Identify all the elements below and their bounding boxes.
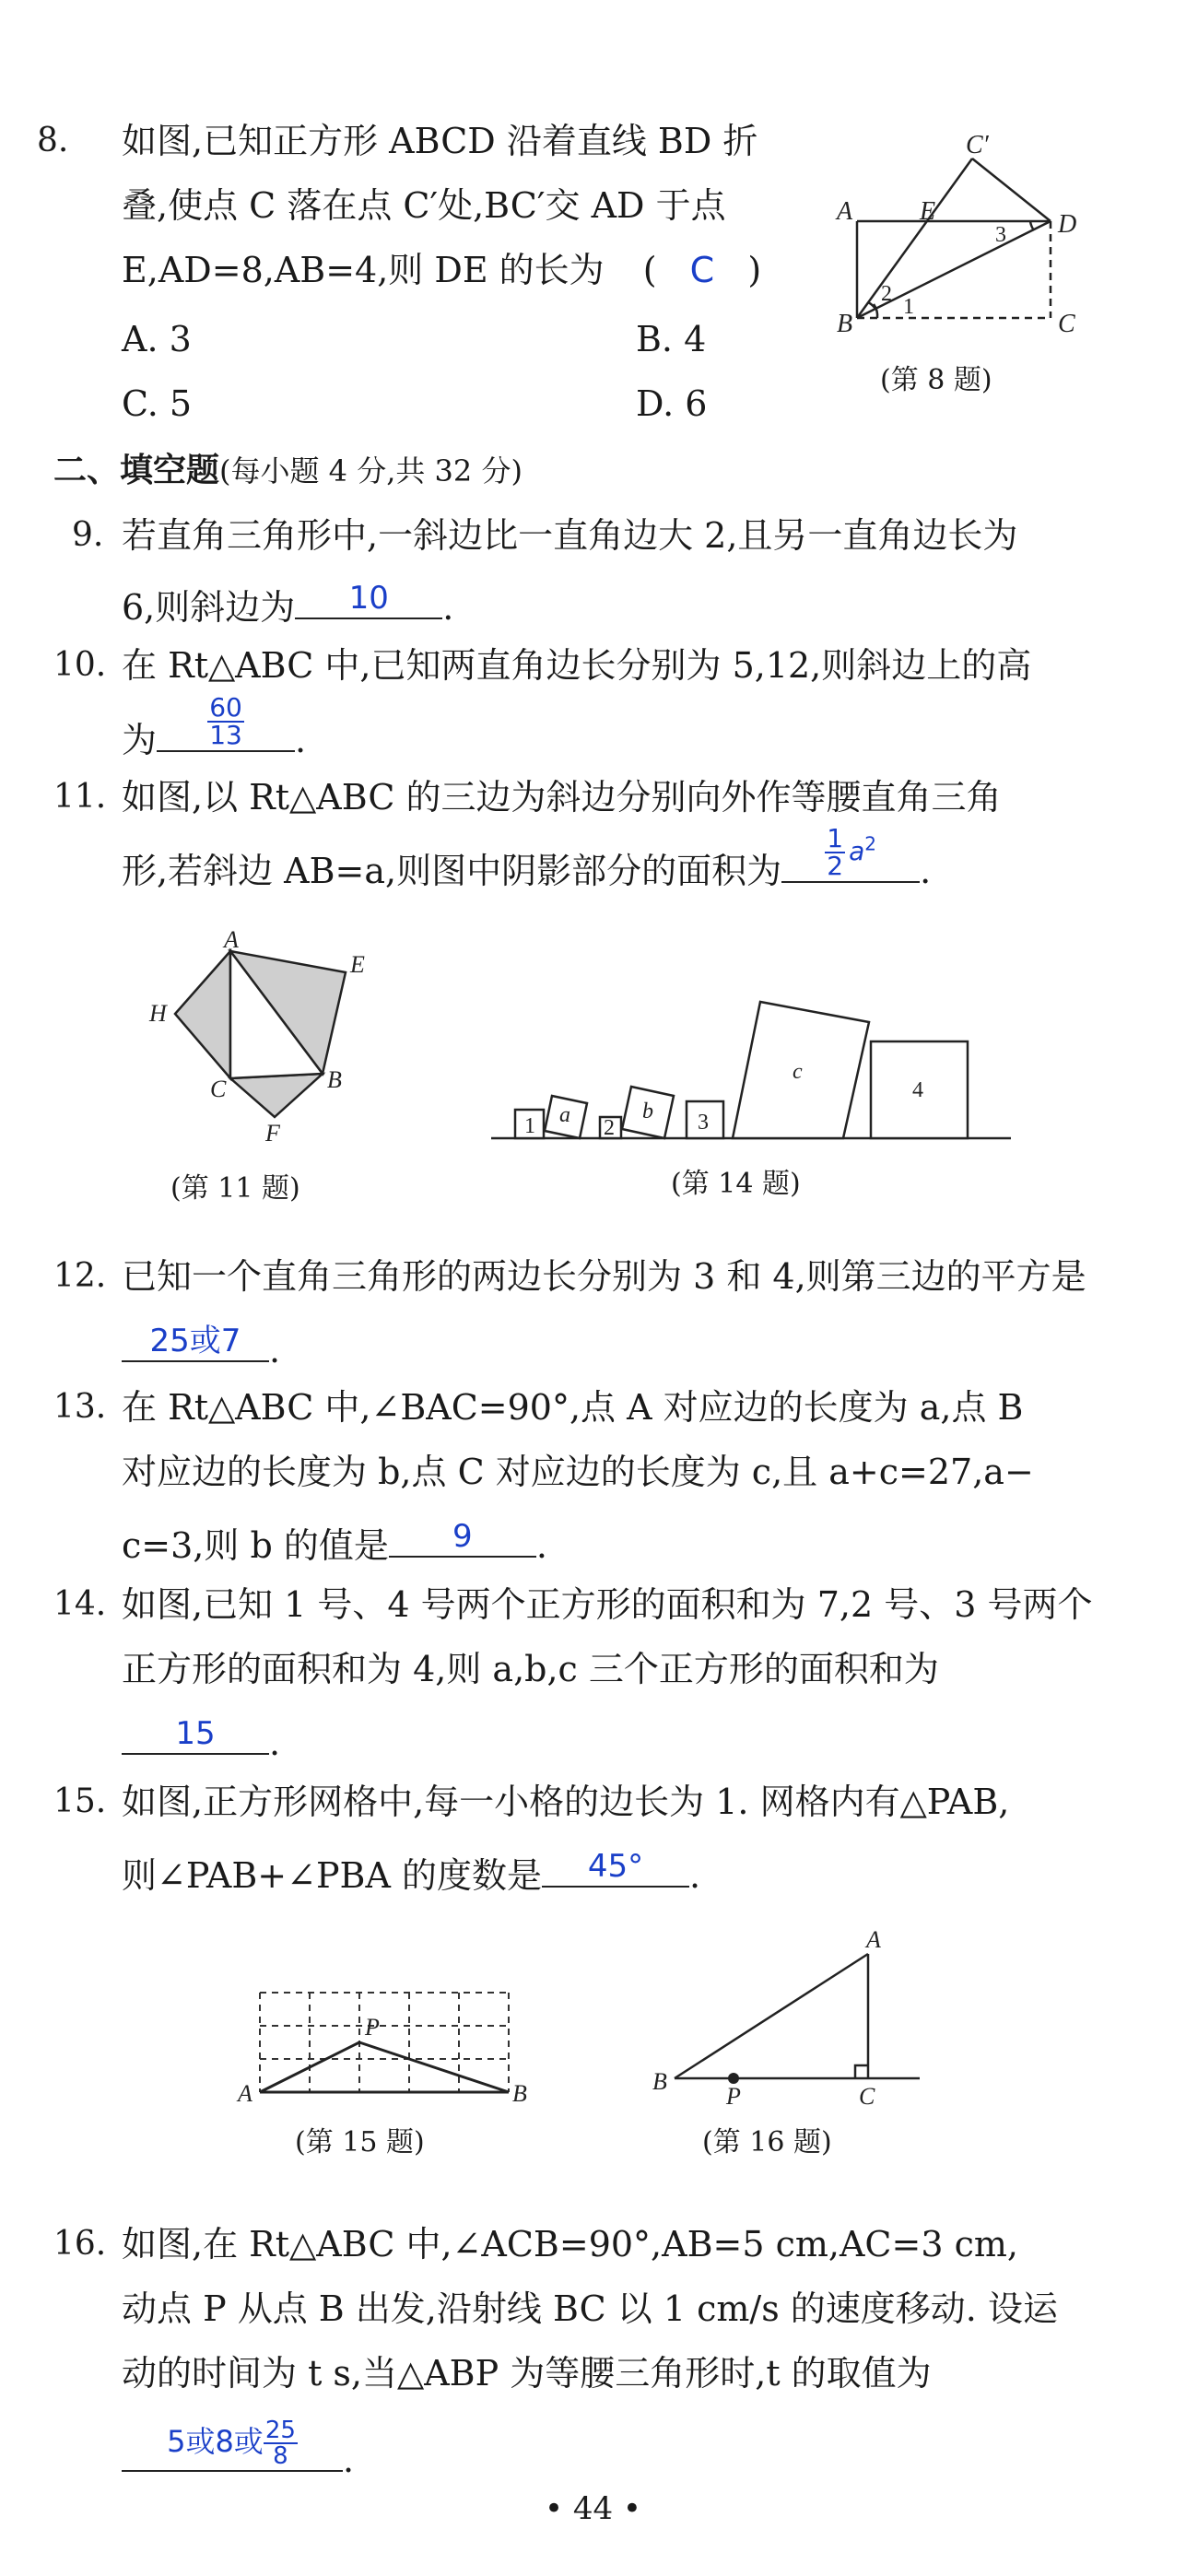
q10-number: 10. [53, 646, 107, 684]
section2-title: 二、填空题 [53, 451, 220, 489]
q11-shaded-bottom [230, 1074, 323, 1117]
q8-number: 8. [37, 122, 69, 159]
q9-line1: 若直角三角形中,一斜边比一直角边大 2,且另一直角边长为 [122, 515, 1018, 556]
q8-angle3-arc [1030, 221, 1034, 230]
q8-answer: C [689, 250, 715, 290]
q16-seg-ab [675, 1954, 868, 2078]
q11-label-b: B [327, 1066, 342, 1093]
q16-number: 16. [53, 2225, 107, 2263]
q16-figure [645, 1931, 922, 2106]
q9-line2 [122, 577, 453, 630]
q8-line1: 如图,已知正方形 ABCD 沿着直线 BD 折 [122, 121, 758, 161]
q14-line3 [122, 1712, 280, 1766]
q8-caption: (第 8 题) [880, 364, 992, 396]
q11-answer-num: 1 [827, 823, 844, 853]
q14-tail: . [269, 1723, 281, 1763]
q13-line1: 在 Rt△ABC 中,∠BAC=90°,点 A 对应边的长度为 a,点 B [122, 1387, 1024, 1428]
q14-number: 14. [53, 1585, 107, 1623]
q10-answer-blank [157, 692, 295, 752]
q11-number: 11. [53, 778, 107, 816]
q8-line3 [122, 247, 761, 293]
q13-answer: 9 [452, 1518, 473, 1555]
q13-line3-text: c=3,则 b 的值是 [122, 1525, 389, 1566]
q11-line2 [122, 823, 932, 894]
q10-tail: . [295, 720, 307, 760]
q14-answer: 15 [175, 1715, 216, 1752]
q16-answer-prefix: 5或8或 [167, 2424, 264, 2459]
q8-paren-open: ( [642, 250, 657, 290]
q16-answer-blank [122, 2417, 343, 2472]
q16-answer-num: 25 [264, 2417, 296, 2444]
q11-answer-den: 2 [827, 851, 844, 881]
q12-line1: 已知一个直角三角形的两边长分别为 3 和 4,则第三边的平方是 [122, 1256, 1086, 1297]
q11-line2-text: 形,若斜边 AB=a,则图中阴影部分的面积为 [122, 851, 782, 891]
q16-line1: 如图,在 Rt△ABC 中,∠ACB=90°,AB=5 cm,AC=3 cm, [122, 2224, 1018, 2264]
q16-label-a: A [866, 1931, 881, 1953]
q14-figure [484, 982, 1018, 1147]
q13-answer-blank [389, 1515, 536, 1558]
q14-label-4: 4 [912, 1078, 923, 1102]
q15-line2-text: 则∠PAB+∠PBA 的度数是 [122, 1855, 542, 1896]
q12-answer-blank [122, 1320, 269, 1362]
q15-caption: (第 15 题) [295, 2126, 425, 2158]
section2-note: (每小题 4 分,共 32 分) [219, 453, 523, 488]
q11-label-c: C [210, 1076, 227, 1102]
q9-number: 9. [72, 516, 104, 554]
section2-heading [53, 447, 523, 494]
q8-label-c: C [1058, 310, 1075, 338]
q15-label-p: P [365, 2014, 380, 2041]
q12-tail: . [269, 1330, 281, 1370]
q9-tail: . [442, 587, 454, 628]
q11-caption: (第 11 题) [170, 1172, 300, 1205]
q14-label-2: 2 [604, 1116, 615, 1140]
q16-label-p: P [726, 2083, 741, 2106]
q8-label-2: 2 [881, 282, 892, 306]
q10-line1: 在 Rt△ABC 中,已知两直角边长分别为 5,12,则斜边上的高 [122, 645, 1032, 686]
q8-paren-close: ) [747, 250, 762, 290]
q14-label-1: 1 [524, 1114, 535, 1138]
q15-line2 [122, 1845, 700, 1899]
q13-number: 13. [53, 1388, 107, 1426]
q16-line4 [122, 2417, 355, 2483]
q15-answer-blank [542, 1845, 689, 1888]
q14-label-a: a [559, 1103, 570, 1127]
q8-seg-cpd [972, 159, 1051, 221]
q16-caption: (第 16 题) [702, 2126, 832, 2158]
q12-answer: 25或7 [149, 1323, 241, 1359]
q11-shaded-left [175, 951, 230, 1078]
q8-label-d: D [1058, 210, 1077, 239]
q8-line3-text: E,AD=8,AB=4,则 DE 的长为 [122, 250, 605, 290]
q11-label-f: F [265, 1120, 280, 1147]
q14-label-b: b [642, 1100, 653, 1123]
q10-answer-den: 13 [209, 720, 242, 750]
q8-figure [820, 129, 1124, 341]
q8-label-b: B [837, 310, 853, 338]
q11-label-e: E [350, 951, 365, 978]
q11-answer-fraction [825, 823, 845, 881]
q14-answer-blank [122, 1712, 269, 1755]
q8-option-d: D. 6 [636, 383, 708, 424]
q9-line2-text: 6,则斜边为 [122, 587, 296, 628]
q16-answer-fraction [264, 2418, 298, 2468]
q8-label-a: A [837, 197, 853, 226]
q12-line2 [122, 1320, 280, 1373]
q16-label-b: B [652, 2068, 667, 2095]
q13-tail: . [535, 1525, 547, 1566]
q8-option-b: B. 4 [636, 319, 707, 359]
q15-figure [230, 1972, 544, 2111]
q10-line2-text: 为 [122, 720, 158, 760]
q13-line3 [122, 1515, 547, 1569]
q10-line2 [122, 692, 307, 763]
q11-answer-var: a [849, 836, 865, 866]
q11-answer-blank [781, 823, 920, 883]
q9-answer: 10 [348, 580, 389, 617]
q8-label-3: 3 [995, 223, 1006, 247]
q11-line1: 如图,以 Rt△ABC 的三边为斜边分别向外作等腰直角三角 [122, 777, 1002, 817]
q11-label-a: A [224, 926, 239, 953]
q8-line2: 叠,使点 C 落在点 C′处,BC′交 AD 于点 [122, 185, 726, 226]
q10-answer-num: 60 [209, 692, 242, 723]
q16-tail: . [343, 2440, 355, 2480]
q8-option-c: C. 5 [122, 383, 193, 424]
q11-answer-exp: 2 [864, 832, 876, 855]
q8-label-e: E [920, 197, 936, 226]
page-number: • 44 • [545, 2490, 641, 2527]
q15-label-b: B [512, 2080, 527, 2107]
q15-tail: . [688, 1855, 701, 1896]
q9-answer-blank [295, 577, 442, 619]
q15-number: 15. [53, 1782, 107, 1820]
q15-seg-pb [359, 2042, 509, 2092]
q13-line2: 对应边的长度为 b,点 C 对应边的长度为 c,且 a+c=27,a− [122, 1452, 1034, 1492]
q14-label-3: 3 [698, 1111, 709, 1135]
q15-label-a: A [238, 2080, 252, 2107]
q11-tail: . [920, 851, 932, 891]
q14-label-c: c [793, 1060, 803, 1084]
q14-line2: 正方形的面积和为 4,则 a,b,c 三个正方形的面积和为 [122, 1649, 939, 1689]
q15-line1: 如图,正方形网格中,每一小格的边长为 1. 网格内有△PAB, [122, 1782, 1010, 1822]
q16-answer-den: 8 [273, 2442, 288, 2470]
q11-figure [138, 922, 378, 1152]
q14-caption: (第 14 题) [671, 1168, 801, 1200]
q16-right-angle-mark [855, 2065, 868, 2078]
q10-answer-fraction [207, 692, 244, 750]
q15-grid [260, 1993, 509, 2092]
q11-label-h: H [149, 1000, 167, 1027]
q15-answer: 45° [587, 1848, 644, 1885]
q16-label-c: C [859, 2083, 875, 2106]
q8-label-cp: C′ [966, 131, 989, 159]
q16-line3: 动的时间为 t s,当△ABP 为等腰三角形时,t 的取值为 [122, 2353, 932, 2394]
q8-seg-bcp [857, 159, 972, 318]
q15-seg-ap [260, 2042, 359, 2092]
q14-line1: 如图,已知 1 号、4 号两个正方形的面积和为 7,2 号、3 号两个 [122, 1584, 1093, 1625]
q8-label-1: 1 [903, 295, 914, 319]
q12-number: 12. [53, 1257, 107, 1295]
q8-option-a: A. 3 [122, 319, 192, 359]
q16-line2: 动点 P 从点 B 出发,沿射线 BC 以 1 cm/s 的速度移动. 设运 [122, 2288, 1058, 2329]
